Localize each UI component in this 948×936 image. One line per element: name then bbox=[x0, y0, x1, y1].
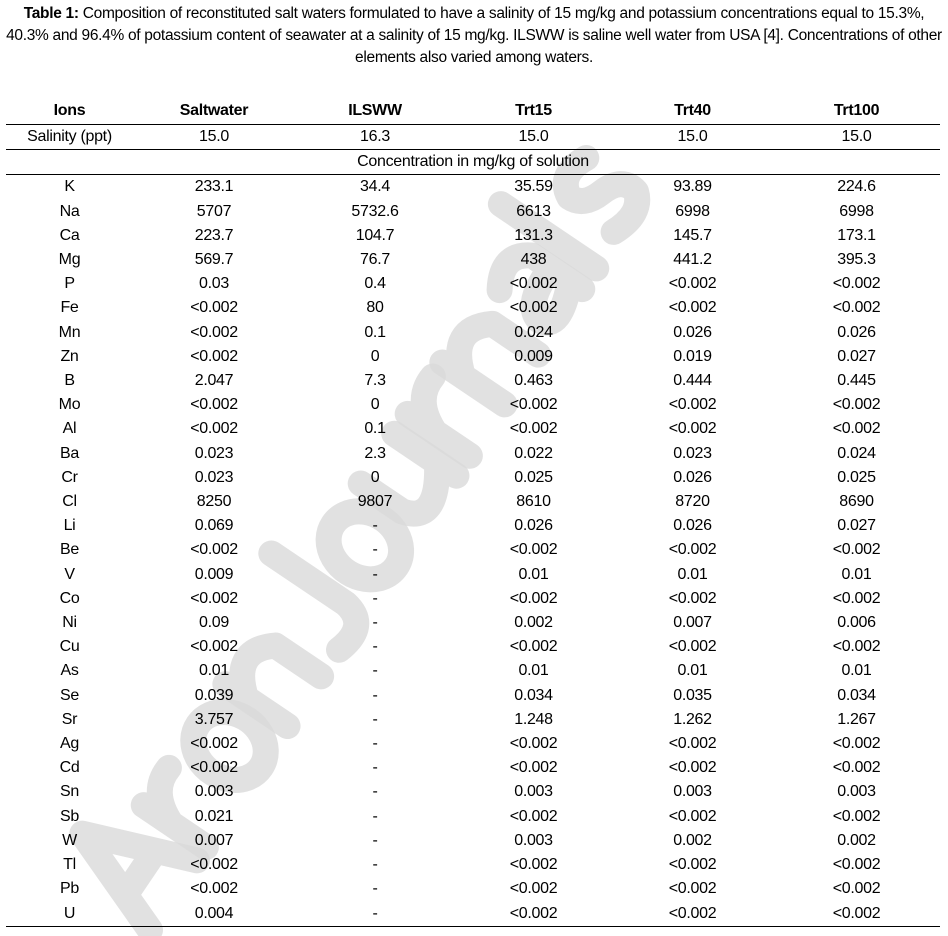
table-cell: 224.6 bbox=[837, 178, 876, 196]
table-cell: <0.002 bbox=[509, 299, 558, 317]
table-cell: <0.002 bbox=[832, 420, 881, 438]
table-row bbox=[6, 417, 940, 441]
table-cell: - bbox=[372, 614, 378, 632]
table-cell: <0.002 bbox=[668, 396, 717, 414]
table-cell: <0.002 bbox=[832, 880, 881, 898]
table-cell: - bbox=[372, 880, 378, 898]
table-cell: 0.021 bbox=[194, 807, 234, 825]
table-cell: <0.002 bbox=[455, 902, 612, 927]
ion-name: W bbox=[62, 831, 77, 849]
ion-name: P bbox=[64, 275, 75, 293]
table-cell: 0.002 bbox=[673, 831, 712, 849]
table-cell: 0.039 bbox=[194, 686, 234, 704]
table-cell: 0.01 bbox=[518, 662, 549, 680]
table-row bbox=[6, 393, 940, 417]
table-cell: 0.024 bbox=[514, 323, 553, 341]
table-cell: 16.3 bbox=[295, 125, 455, 150]
table-cell: 233.1 bbox=[194, 178, 234, 196]
table-cell: 0.023 bbox=[194, 444, 234, 462]
unit-label: Concentration in mg/kg of solution bbox=[6, 150, 940, 175]
table-cell: 0.003 bbox=[194, 783, 234, 801]
table-cell: <0.002 bbox=[668, 275, 717, 293]
header-trt100: Trt100 bbox=[773, 99, 940, 125]
table-cell: 15.0 bbox=[773, 125, 940, 150]
ion-name: Sn bbox=[60, 783, 79, 801]
table-cell: 34.4 bbox=[360, 178, 390, 196]
table-cell: 0.069 bbox=[194, 517, 234, 535]
table-cell: <0.002 bbox=[190, 541, 238, 559]
table-cell: - bbox=[295, 902, 455, 927]
table-row bbox=[6, 224, 940, 248]
table-cell: <0.002 bbox=[509, 589, 558, 607]
table-cell: 0.026 bbox=[673, 323, 712, 341]
table-row bbox=[6, 466, 940, 490]
table-cell: 0.01 bbox=[677, 662, 708, 680]
table-cell: <0.002 bbox=[668, 299, 717, 317]
table-cell: <0.002 bbox=[509, 396, 558, 414]
unit-row bbox=[6, 150, 940, 175]
table-cell: 93.89 bbox=[673, 178, 712, 196]
table-cell: 0.025 bbox=[514, 468, 553, 486]
table-cell: 0.026 bbox=[673, 468, 712, 486]
header-trt40: Trt40 bbox=[612, 99, 773, 125]
table-cell: 223.7 bbox=[194, 226, 234, 244]
table-cell: 35.59 bbox=[514, 178, 553, 196]
table-cell: 438 bbox=[520, 251, 547, 269]
ion-name: Ca bbox=[59, 226, 80, 244]
table-row bbox=[6, 829, 940, 853]
table-cell: 0.003 bbox=[673, 783, 712, 801]
table-cell: <0.002 bbox=[509, 856, 558, 874]
table-cell: 395.3 bbox=[837, 251, 876, 269]
table-row bbox=[6, 490, 940, 514]
table-cell: <0.002 bbox=[190, 880, 238, 898]
table-cell: 0.007 bbox=[194, 831, 234, 849]
table-cell: - bbox=[372, 759, 378, 777]
table-cell: <0.002 bbox=[832, 275, 881, 293]
table-row bbox=[6, 853, 940, 877]
table-cell: <0.002 bbox=[668, 856, 717, 874]
table-cell: 0.002 bbox=[514, 614, 553, 632]
table-row bbox=[6, 296, 940, 320]
table-cell: 131.3 bbox=[514, 226, 553, 244]
table-row bbox=[6, 200, 940, 224]
ion-name: Co bbox=[59, 589, 80, 607]
table-cell: 0.006 bbox=[837, 614, 876, 632]
ion-name: As bbox=[60, 662, 79, 680]
table-cell: 0.022 bbox=[514, 444, 553, 462]
table-cell: 441.2 bbox=[673, 251, 712, 269]
table-cell: <0.002 bbox=[190, 759, 238, 777]
table-cell: 0 bbox=[370, 468, 380, 486]
ion-name: Be bbox=[60, 541, 79, 559]
table-cell: 6998 bbox=[675, 202, 710, 220]
ion-name: U bbox=[6, 902, 133, 927]
ion-name: Sr bbox=[61, 710, 78, 728]
table-cell: <0.002 bbox=[668, 807, 717, 825]
table-cell: 145.7 bbox=[673, 226, 712, 244]
table-cell: 0.027 bbox=[837, 517, 876, 535]
table-cell: 8250 bbox=[196, 493, 232, 511]
table-cell: 104.7 bbox=[355, 226, 395, 244]
table-cell: 0.007 bbox=[673, 614, 712, 632]
table-cell: 0.026 bbox=[673, 517, 712, 535]
table-row bbox=[6, 756, 940, 780]
table-cell: <0.002 bbox=[832, 638, 881, 656]
table-cell: 1.262 bbox=[673, 710, 712, 728]
table-cell: <0.002 bbox=[509, 759, 558, 777]
table-cell: - bbox=[372, 517, 378, 535]
table-cell: 5732.6 bbox=[351, 202, 399, 220]
table-cell: 0.1 bbox=[364, 323, 386, 341]
table-cell: 2.3 bbox=[364, 444, 386, 462]
ion-name: Tl bbox=[63, 856, 76, 874]
table-row bbox=[6, 732, 940, 756]
ion-name: Sb bbox=[60, 807, 79, 825]
table-cell: <0.002 bbox=[612, 902, 773, 927]
table-cell: 0 bbox=[370, 347, 380, 365]
table-cell: <0.002 bbox=[190, 638, 238, 656]
ion-name: V bbox=[64, 565, 75, 583]
ion-name: Na bbox=[59, 202, 80, 220]
salinity-row bbox=[6, 125, 940, 150]
table-cell: 6998 bbox=[839, 202, 874, 220]
table-cell: <0.002 bbox=[190, 420, 238, 438]
table-cell: 15.0 bbox=[612, 125, 773, 150]
table-cell: 0.023 bbox=[194, 468, 234, 486]
table-row bbox=[6, 321, 940, 345]
table-cell: 0.009 bbox=[514, 347, 553, 365]
table-cell: <0.002 bbox=[190, 347, 238, 365]
table-cell: 0 bbox=[370, 396, 380, 414]
ion-name: Pb bbox=[60, 880, 79, 898]
table-row bbox=[6, 659, 940, 683]
ion-name: Ag bbox=[60, 735, 79, 753]
table-cell: <0.002 bbox=[509, 880, 558, 898]
table-cell: - bbox=[372, 638, 378, 656]
table-row bbox=[6, 780, 940, 804]
table-cell: <0.002 bbox=[832, 759, 881, 777]
table-row bbox=[6, 514, 940, 538]
ion-name: B bbox=[64, 372, 75, 390]
table-cell: 0.003 bbox=[514, 783, 553, 801]
table-cell: <0.002 bbox=[668, 880, 717, 898]
ion-name: Al bbox=[62, 420, 77, 438]
table-cell: <0.002 bbox=[190, 299, 238, 317]
table-cell: <0.002 bbox=[832, 396, 881, 414]
table-cell: 0.09 bbox=[199, 614, 229, 632]
table-cell: 0.026 bbox=[837, 323, 876, 341]
table-cell: 6613 bbox=[516, 202, 551, 220]
table-cell: 0.003 bbox=[514, 831, 553, 849]
table-cell: 0.026 bbox=[514, 517, 553, 535]
table-cell: - bbox=[372, 735, 378, 753]
table-cell: 0.004 bbox=[133, 902, 295, 927]
ion-name: Mg bbox=[58, 251, 81, 269]
table-cell: 15.0 bbox=[455, 125, 612, 150]
table-cell: - bbox=[372, 686, 378, 704]
table-cell: <0.002 bbox=[832, 589, 881, 607]
ion-name: Mo bbox=[58, 396, 81, 414]
table-cell: <0.002 bbox=[509, 638, 558, 656]
table-cell: - bbox=[372, 589, 378, 607]
table-cell: <0.002 bbox=[832, 807, 881, 825]
table-cell: <0.002 bbox=[509, 420, 558, 438]
table-cell: <0.002 bbox=[832, 299, 881, 317]
table-cell: 0.034 bbox=[514, 686, 553, 704]
caption-text: Composition of reconstituted salt waters formulated to have a salinity of 15 mg/kg and potassium concentrations equal to 15.3%, 40.3% and 96.4% of potassium content of seawater at a salinity of 15 mg/kg. ILSWW is saline well water from USA [4]. Concentrations of other elements also varied among waters. bbox=[6, 5, 942, 66]
table-cell: <0.002 bbox=[190, 856, 238, 874]
table-cell: 0.003 bbox=[837, 783, 876, 801]
ion-name: Ba bbox=[60, 444, 79, 462]
table-cell: 0.444 bbox=[673, 372, 712, 390]
table-cell: 8610 bbox=[516, 493, 551, 511]
ion-name: Se bbox=[60, 686, 79, 704]
table-row bbox=[6, 442, 940, 466]
table-cell: 0.01 bbox=[199, 662, 229, 680]
table-cell: - bbox=[372, 807, 378, 825]
table-cell: - bbox=[372, 783, 378, 801]
table-cell: <0.002 bbox=[509, 541, 558, 559]
ion-name: Mn bbox=[58, 323, 81, 341]
table-caption bbox=[4, 3, 944, 69]
composition-table bbox=[6, 99, 940, 927]
table-cell: 0.445 bbox=[837, 372, 876, 390]
table-row bbox=[6, 538, 940, 562]
table-cell: 76.7 bbox=[360, 251, 390, 269]
table-cell: - bbox=[372, 565, 378, 583]
table-cell: <0.002 bbox=[668, 759, 717, 777]
table-cell: - bbox=[372, 710, 378, 728]
ion-name: Cu bbox=[59, 638, 80, 656]
table-cell: 0.463 bbox=[514, 372, 553, 390]
table-row bbox=[6, 877, 940, 901]
table-cell: - bbox=[372, 541, 378, 559]
table-cell: 8690 bbox=[839, 493, 874, 511]
table-row bbox=[6, 272, 940, 296]
table-cell: 9807 bbox=[357, 493, 393, 511]
table-cell: 80 bbox=[366, 299, 384, 317]
table-cell: <0.002 bbox=[509, 275, 558, 293]
ion-name: Li bbox=[63, 517, 76, 535]
table-cell: <0.002 bbox=[773, 902, 940, 927]
table-cell: <0.002 bbox=[190, 396, 238, 414]
table-cell: 3.757 bbox=[194, 710, 234, 728]
table-cell: 8720 bbox=[675, 493, 710, 511]
table-cell: 0.024 bbox=[837, 444, 876, 462]
table-row bbox=[6, 175, 940, 200]
table-cell: <0.002 bbox=[509, 735, 558, 753]
table-row bbox=[6, 587, 940, 611]
table-cell: 173.1 bbox=[837, 226, 876, 244]
table-cell: 0.027 bbox=[837, 347, 876, 365]
table-cell: <0.002 bbox=[509, 807, 558, 825]
header-ions: Ions bbox=[6, 99, 133, 125]
ion-name: K bbox=[64, 178, 75, 196]
table-cell: 0.019 bbox=[673, 347, 712, 365]
table-cell: Salinity (ppt) bbox=[6, 125, 133, 150]
table-cell: 0.01 bbox=[841, 662, 872, 680]
header-saltwater: Saltwater bbox=[133, 99, 295, 125]
table-cell: 0.01 bbox=[518, 565, 549, 583]
table-cell: 15.0 bbox=[133, 125, 295, 150]
ion-name: Cd bbox=[59, 759, 80, 777]
table-cell: - bbox=[372, 831, 378, 849]
table-cell: - bbox=[372, 662, 378, 680]
caption-label: Table 1: bbox=[23, 5, 79, 22]
ion-name: Cr bbox=[61, 468, 78, 486]
table-cell: 0.1 bbox=[364, 420, 386, 438]
table-cell: 0.035 bbox=[673, 686, 712, 704]
table-cell: <0.002 bbox=[832, 856, 881, 874]
table-cell: <0.002 bbox=[668, 638, 717, 656]
header-row bbox=[6, 99, 940, 125]
table-cell: <0.002 bbox=[832, 735, 881, 753]
table-row bbox=[6, 902, 940, 927]
table-row bbox=[6, 563, 940, 587]
table-cell: 7.3 bbox=[364, 372, 386, 390]
table-row bbox=[6, 345, 940, 369]
table-cell: 0.025 bbox=[837, 468, 876, 486]
table-cell: 2.047 bbox=[194, 372, 234, 390]
table-cell: 0.01 bbox=[841, 565, 872, 583]
table-row bbox=[6, 805, 940, 829]
table-cell: <0.002 bbox=[190, 589, 238, 607]
table-cell: 0.4 bbox=[364, 275, 386, 293]
ion-name: Cl bbox=[62, 493, 77, 511]
table-cell: <0.002 bbox=[668, 420, 717, 438]
table-row bbox=[6, 611, 940, 635]
table-row bbox=[6, 708, 940, 732]
table-row bbox=[6, 369, 940, 393]
table-cell: 0.002 bbox=[837, 831, 876, 849]
table-cell: 0.01 bbox=[677, 565, 708, 583]
table-row bbox=[6, 684, 940, 708]
table-cell: 1.248 bbox=[514, 710, 553, 728]
table-cell: 0.034 bbox=[837, 686, 876, 704]
table-cell: 0.009 bbox=[194, 565, 234, 583]
table-cell: <0.002 bbox=[832, 541, 881, 559]
table-cell: 0.03 bbox=[199, 275, 229, 293]
header-ilsww: ILSWW bbox=[295, 99, 455, 125]
table-cell: <0.002 bbox=[668, 589, 717, 607]
table-cell: 1.267 bbox=[837, 710, 876, 728]
ion-name: Ni bbox=[62, 614, 77, 632]
header-trt15: Trt15 bbox=[455, 99, 612, 125]
table-cell: <0.002 bbox=[190, 323, 238, 341]
table-row bbox=[6, 635, 940, 659]
table-cell: 5707 bbox=[196, 202, 232, 220]
table-cell: 0.023 bbox=[673, 444, 712, 462]
table-cell: <0.002 bbox=[668, 541, 717, 559]
table-cell: <0.002 bbox=[190, 735, 238, 753]
table-row bbox=[6, 248, 940, 272]
table-cell: - bbox=[372, 856, 378, 874]
ion-name: Fe bbox=[60, 299, 79, 317]
table-cell: 569.7 bbox=[194, 251, 234, 269]
table-cell: <0.002 bbox=[668, 735, 717, 753]
ion-name: Zn bbox=[60, 347, 79, 365]
